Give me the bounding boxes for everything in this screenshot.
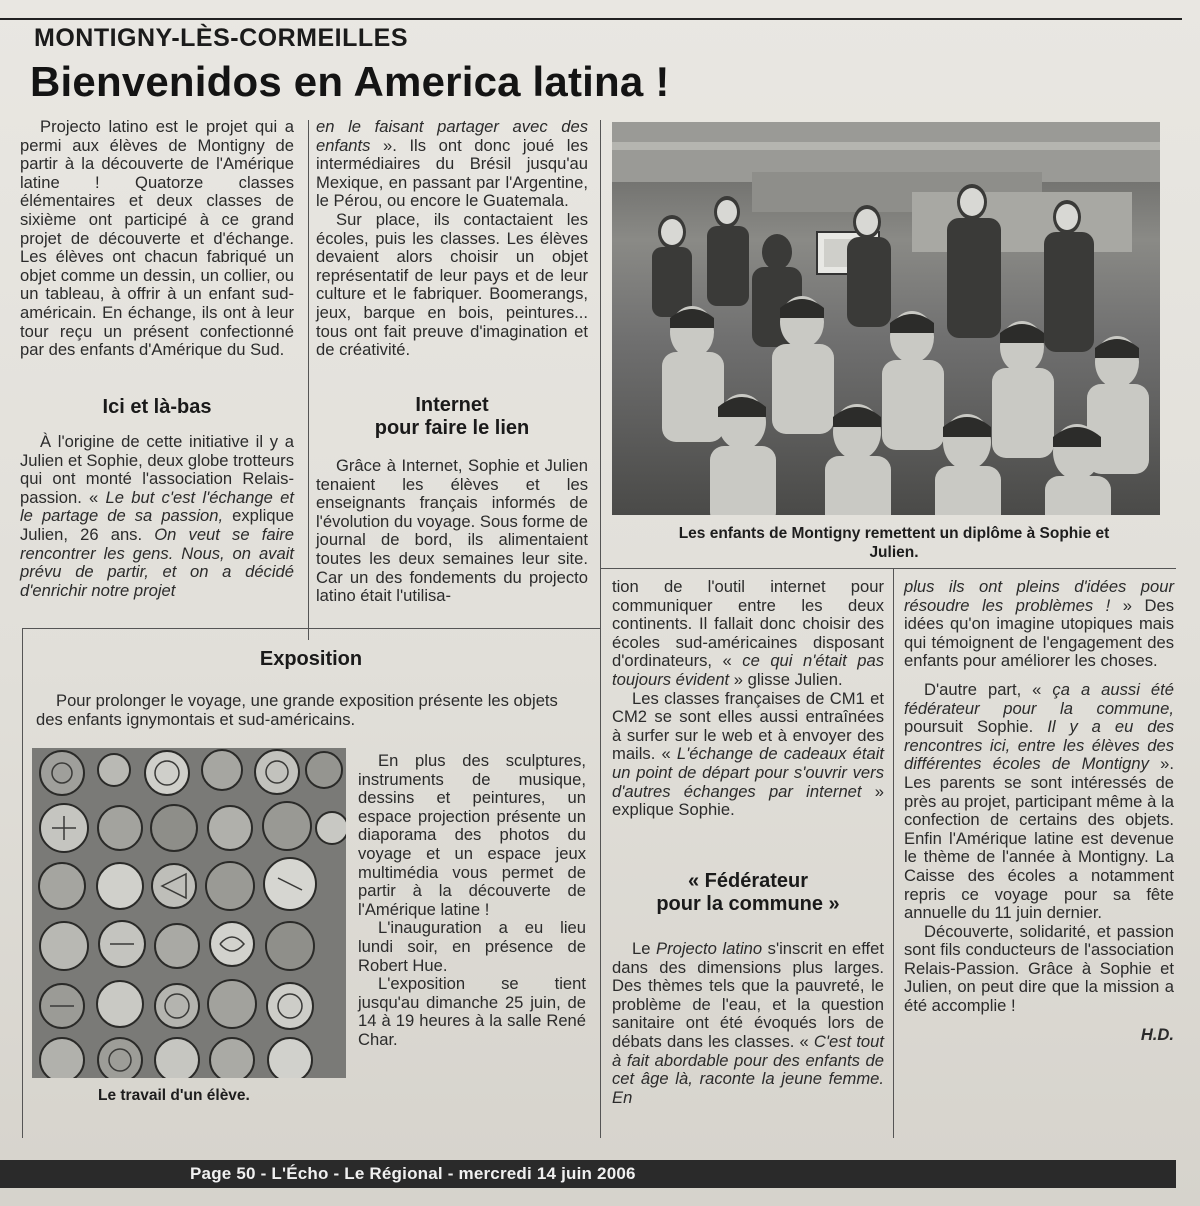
paragraph: Découverte, solidarité, et passion sont fils conducteurs de l'association Relais-Passion. Grâce à Sophie et Julien, on peut dire que la mission a été accomplie !	[904, 921, 1174, 1016]
group-photo	[612, 122, 1160, 515]
column-rule	[600, 120, 601, 640]
group-photo-illustration	[612, 122, 1160, 515]
kicker: MONTIGNY-LÈS-CORMEILLES	[34, 24, 408, 52]
paragraph: Grâce à Internet, Sophie et Julien tenaient les élèves et les enseignants français informés de l'évolution du voyage. Sous forme de journal de bord, ils alimentaient toutes les deux semaines leur site. Car un des fondements du projecto latino était l'utilisa-	[316, 456, 588, 606]
column-1-continued	[20, 433, 294, 600]
subheading-internet: Internet pour faire le lien	[374, 394, 530, 439]
photo-caption: Les enfants de Montigny remettent un diplôme à Sophie et Julien.	[678, 525, 1110, 561]
paragraph: Le Projecto latino s'inscrit en effet dans des dimensions plus larges. Des thèmes tels que la pauvreté, le problème de l'eau, et la question sanitaire ont été évoqués lors de débats dans les classes. « C'est tout à fait abordable pour des enfants de cet âge là, raconte la jeune femme. En	[612, 939, 884, 1107]
exposition-box-left	[22, 628, 23, 1138]
column-3	[612, 578, 884, 820]
paragraph: Sur place, ils contactaient les écoles, puis les classes. Les élèves devaient alors choisir un objet représentatif de leur pays et de leur culture et le fabriquer. Boomerangs, jeux, barque en bois, peintures... tous ont fait preuve d'imagination et de créativité.	[316, 209, 588, 360]
footer-text: Page 50 - L'Écho - Le Régional - mercredi 14 juin 2006	[190, 1164, 636, 1183]
column-rule	[308, 120, 309, 640]
top-rule	[0, 18, 1182, 20]
paragraph: L'exposition se tient jusqu'au dimanche 25 juin, de 14 à 19 heures à la salle René Char.	[358, 974, 586, 1049]
column-1	[20, 118, 294, 360]
student-work-caption: Le travail d'un élève.	[98, 1087, 250, 1104]
column-rule	[600, 568, 601, 1138]
exposition-text	[358, 752, 586, 1050]
paragraph: D'autre part, « ça a aussi été fédérateur pour la commune, poursuit Sophie. Il y a eu des rencontres ici, entre les élèves des différentes écoles de Montigny ». Les parents se sont intéressés de près au projet, participant même à la confection de certains des objets. Enfin l'Amérique latine est devenue le thème de l'année à Montigny. La Caisse des écoles a notamment repris ce voyage pour sa fête annuelle du 11 juin dernier.	[904, 679, 1174, 923]
exposition-heading: Exposition	[259, 648, 363, 670]
paragraph: Les classes françaises de CM1 et CM2 se sont elles aussi entraînées à surfer sur le web et à envoyer des mails. « L'échange de cadeaux était un point de départ pour s'ouvrir vers d'autres échanges par internet » explique Sophie.	[612, 688, 884, 820]
section-rule	[600, 568, 1176, 569]
headline: Bienvenidos en America latina !	[30, 58, 670, 105]
subheading-ici-et-la-bas: Ici et là-bas	[102, 396, 212, 418]
paragraph: tion de l'outil internet pour communiquer entre les deux continents. Il fallait donc choisir des écoles sud-américaines disposant d'ordinateurs, « ce qui n'était pas toujours évident » glisse Julien.	[612, 577, 884, 689]
paragraph: plus ils ont pleins d'idées pour résoudre les problèmes ! » Des idées qu'on imagine utopiques mais qui témoignent de l'engagement des enfants pour améliorer les choses.	[904, 577, 1174, 671]
column-2	[316, 118, 588, 360]
exposition-intro: Pour prolonger le voyage, une grande exposition présente les objets des enfants ignymontais et sud-américains.	[36, 691, 558, 729]
paragraph: En plus des sculptures, instruments de musique, dessins et peintures, un espace projection présente un diaporama des photos du voyage et un espace jeux multimédia vous permet de partir à la découverte de l'Amérique latine !	[358, 751, 586, 919]
signature: H.D.	[1140, 1024, 1174, 1044]
exposition-box-top	[22, 628, 600, 629]
paragraph: en le faisant partager avec des enfants ». Ils ont donc joué les intermédiaires du Brésil jusqu'au Mexique, en passant par l'Argentine, le Pérou, ou encore le Guatemala.	[316, 117, 588, 211]
student-work-illustration	[32, 748, 346, 1078]
column-3-continued	[612, 940, 884, 1107]
column-4	[904, 578, 1174, 1044]
paragraph: Projecto latino est le projet qui a permi aux élèves de Montigny de partir à la découverte de l'Amérique latine ! Quatorze classes élémentaires et deux classes de sixième ont participé à ce grand projet de découverte et d'échange. Les élèves ont chacun fabriqué un objet comme un dessin, un collier, ou un tableau, à offrir à un enfant sud-américain. En échange, ils ont à leur tour reçu un présent confectionné par des enfants d'Amérique du Sud.	[20, 117, 294, 360]
paragraph: L'inauguration a eu lieu lundi soir, en présence de Robert Hue.	[358, 918, 586, 975]
paragraph: À l'origine de cette initiative il y a Julien et Sophie, deux globe trotteurs qui ont monté l'association Relais-passion. « Le but c'est l'échange et le partage de sa passion, explique Julien, 26 ans. On veut se faire rencontrer les gens. Nous, on avait prévu de partir, et on a décidé d'enrichir notre projet	[20, 432, 295, 600]
subheading-federateur: « Fédérateur pour la commune »	[656, 870, 840, 915]
column-2-continued	[316, 457, 588, 606]
column-rule	[893, 568, 894, 1138]
student-work-photo	[32, 748, 346, 1078]
